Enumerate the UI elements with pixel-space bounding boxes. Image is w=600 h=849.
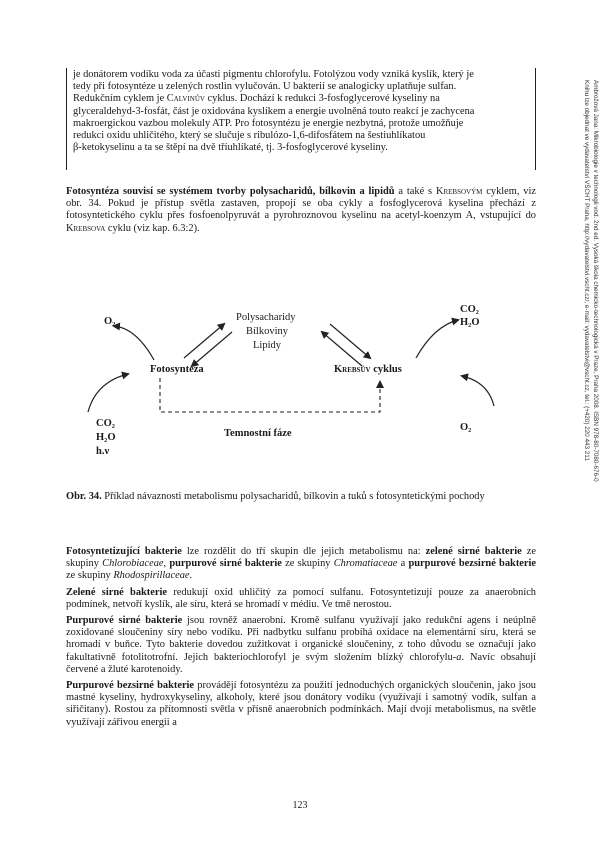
arrow-products-to-krebs (330, 324, 370, 358)
page-number: 123 (292, 800, 308, 811)
text-run: ze skupiny (66, 570, 114, 582)
bold-term: purpurové bezsirné bakterie (408, 558, 536, 570)
box-text: glyceraldehyd-3-fosfát, část je oxidována kyslíkem a energie uvolněná touto reakcí je zachycena (73, 105, 475, 117)
hv-light: h.ν (96, 446, 110, 457)
arrow-krebs-to-products (322, 332, 362, 366)
purple-nonsulfur-paragraph (66, 680, 536, 729)
krebs-name: Krebsův (334, 364, 371, 375)
box-line (73, 69, 529, 81)
italic-taxon: Chromatiaceae (333, 558, 398, 570)
arrow-fotosynteza-to-products (184, 324, 224, 358)
arrow-o2-to-krebs (462, 376, 494, 406)
polysacharidy-label: Polysacharidy (236, 312, 296, 323)
bold-term: Zelené sirné bakterie (66, 586, 167, 598)
citation-line: Ambrožová Jana: Mikrobiologie v technologii vod. 2nd ed. Vysoká škola chemicko-technologická v Praze, Praha 2008. ISBN 978-80-7080-676-0 (592, 80, 599, 482)
krebs-name: Krebsovým (435, 186, 483, 197)
text-run: a také s (394, 186, 436, 197)
box-line (73, 93, 529, 105)
bold-term: Fotosyntetizující bakterie (66, 546, 182, 557)
text-run: lze rozdělit do tří skupin dle jejich metabolismu na: (181, 546, 426, 557)
purple-sulfur-paragraph (66, 615, 536, 676)
box-line (73, 142, 529, 154)
fotosynteza-node: Fotosyntéza (150, 364, 204, 375)
bilkoviny-label: Bílkoviny (246, 326, 289, 337)
box-text: tedy při fotosyntéze u zelených rostlin vylučován. U bakterií se analogicky uplatňuje sulfan. (73, 81, 457, 93)
text-run: . Navíc obsahují červené a žluté karotenoidy. (66, 651, 536, 675)
text-run: cyklem, viz obr. 34. Pokud je přístup světla zastaven, propojí se oba cykly a fosfoglycerová kyselina přechází z fotosyntetického cyklu přes fosfoenolpyruvát a pyrohroznovou kyselinu na acetyl-koenzym A, vstupující do (66, 186, 536, 222)
box-line (73, 106, 529, 118)
krebs-name: Krebsova (66, 222, 106, 234)
box-text: redukci oxidu uhličitého, který se slučuje s ribulózo-1,6-difosfátem na šestiuhlíkatou (73, 130, 426, 142)
bold-term: purpurové sirné bakterie (169, 558, 282, 570)
text-run: . (189, 570, 193, 582)
cycle-word: cyklus (370, 364, 402, 375)
co2-right: CO₂ (460, 304, 479, 315)
bold-term: Purpurové bezsirné bakterie (66, 680, 195, 692)
h2o-right: H₂O (460, 317, 480, 328)
bold-lead: Fotosyntéza souvisí se systémem tvorby polysacharidů, bílkovin a lipidů (66, 186, 395, 197)
caption-label: Obr. 34. (66, 491, 102, 502)
lipidy-label: Lipidy (253, 340, 281, 351)
box-text: makroergickou vazbou molekuly ATP. Pro fotosyntézu je energie nezbytná, protože umožňuje (73, 117, 464, 129)
box-line (73, 130, 529, 142)
text-run: ze skupiny (281, 558, 334, 570)
arrow-products-to-fotosynteza (192, 332, 232, 366)
text-run: jsou rovněž anaerobní. Kromě sulfanu využívají jako redukční agens i neúplně zoxidované sloučeniny síry nebo vodíku. Při nadbytku sulfanu probíhá oxidace na elementární síru, která se hromadí v buňce. Tyto bakterie dovedou zužitkovat i organické sloučeniny, z toho důvodu se označují jako fakultativně fotolitotrofní. Jejich bakteriochlorofyl je svým složením blízký chlorofylu- (66, 615, 536, 663)
text-run: redukují oxid uhličitý za pomocí sulfanu. Fotosyntetizují pouze za anaerobních podmínek, netvoří kyslík, ale síru, která se hromadí v médiu. Ve tmě nerostou. (66, 586, 537, 610)
bacteria-intro-paragraph (66, 546, 536, 583)
paragraph-text (66, 186, 536, 235)
text-run: cyklu (viz kap. 6.3:2). (105, 222, 200, 234)
order-info-line: Knihu lze objednat ve vydavatelství VŠCHT Praha, http://vydavatelstvi.vscht.cz/, e-mail: vydavatelstvi@vscht.cz, tel.: (+420) 220 443 211 (583, 80, 590, 461)
caption-body: Příklad návaznosti metabolismu polysacharidů, bílkovin a tuků s fotosyntetickými pochody (101, 491, 485, 502)
co2-left: CO₂ (96, 418, 115, 429)
figure-caption (66, 491, 536, 503)
citation-sidebar (560, 80, 600, 720)
arrow-co2-to-fotosynteza (88, 374, 128, 412)
calvin-name: Calvinův (166, 93, 205, 105)
box-text: Redukčním cyklem je (73, 93, 167, 105)
boxed-paragraph (66, 68, 536, 170)
box-line (73, 81, 529, 93)
italic-taxon: Rhodospirillaceae (113, 570, 190, 582)
o2-right: O₂ (460, 422, 472, 433)
box-line (73, 118, 529, 130)
text-run: ze skupiny (66, 546, 536, 570)
arrow-fotosynteza-to-o2 (114, 326, 154, 360)
green-sulfur-paragraph (66, 587, 536, 611)
text-run: , (163, 558, 170, 570)
italic-taxon: Chlorobiaceae (102, 558, 164, 570)
text-run: provádějí fotosyntézu za použití jednoduchých organických sloučenin, jako jsou mastné kyseliny, hydroxykyseliny, alkoholy, které jsou donátory vodíku (využívají i samotný vodík, sulfan a siřičitany). Rostou za přítomnosti světla v přísně anaerobních podmínkách. Mají dvojí metabolismus, na světle využívají zářivou energii a (66, 680, 536, 728)
o2-left: O₂ (104, 316, 116, 327)
bold-term: Purpurové sirné bakterie (66, 615, 183, 627)
citation-text (568, 80, 600, 720)
box-text: β-ketokyselinu a ta se štěpí na dvě tříuhlíkaté, tj. 3-fosfoglycerové kyseliny. (73, 142, 388, 154)
box-text: je donátorem vodíku voda za účasti pigmentu chlorofylu. Fotolýzou vody vzniká kyslík, který je (73, 69, 474, 80)
caption-text (66, 491, 536, 503)
bold-term: zelené sirné bakterie (425, 546, 522, 557)
box-text: cyklus. Dochází k redukci 3-fosfoglycerové kyseliny na (204, 93, 440, 105)
bacteria-section (66, 546, 536, 733)
dashed-dark-phase-loop (160, 378, 380, 412)
metabolism-diagram (66, 296, 536, 481)
text-run: a (397, 558, 409, 570)
italic-letter: a (456, 651, 462, 663)
photosynthesis-paragraph (66, 186, 536, 235)
arrow-krebs-to-co2 (416, 320, 458, 358)
krebs-cycle-node (334, 364, 402, 376)
temnostni-faze-label: Temnostní fáze (224, 428, 292, 439)
h2o-left: H₂O (96, 432, 116, 443)
